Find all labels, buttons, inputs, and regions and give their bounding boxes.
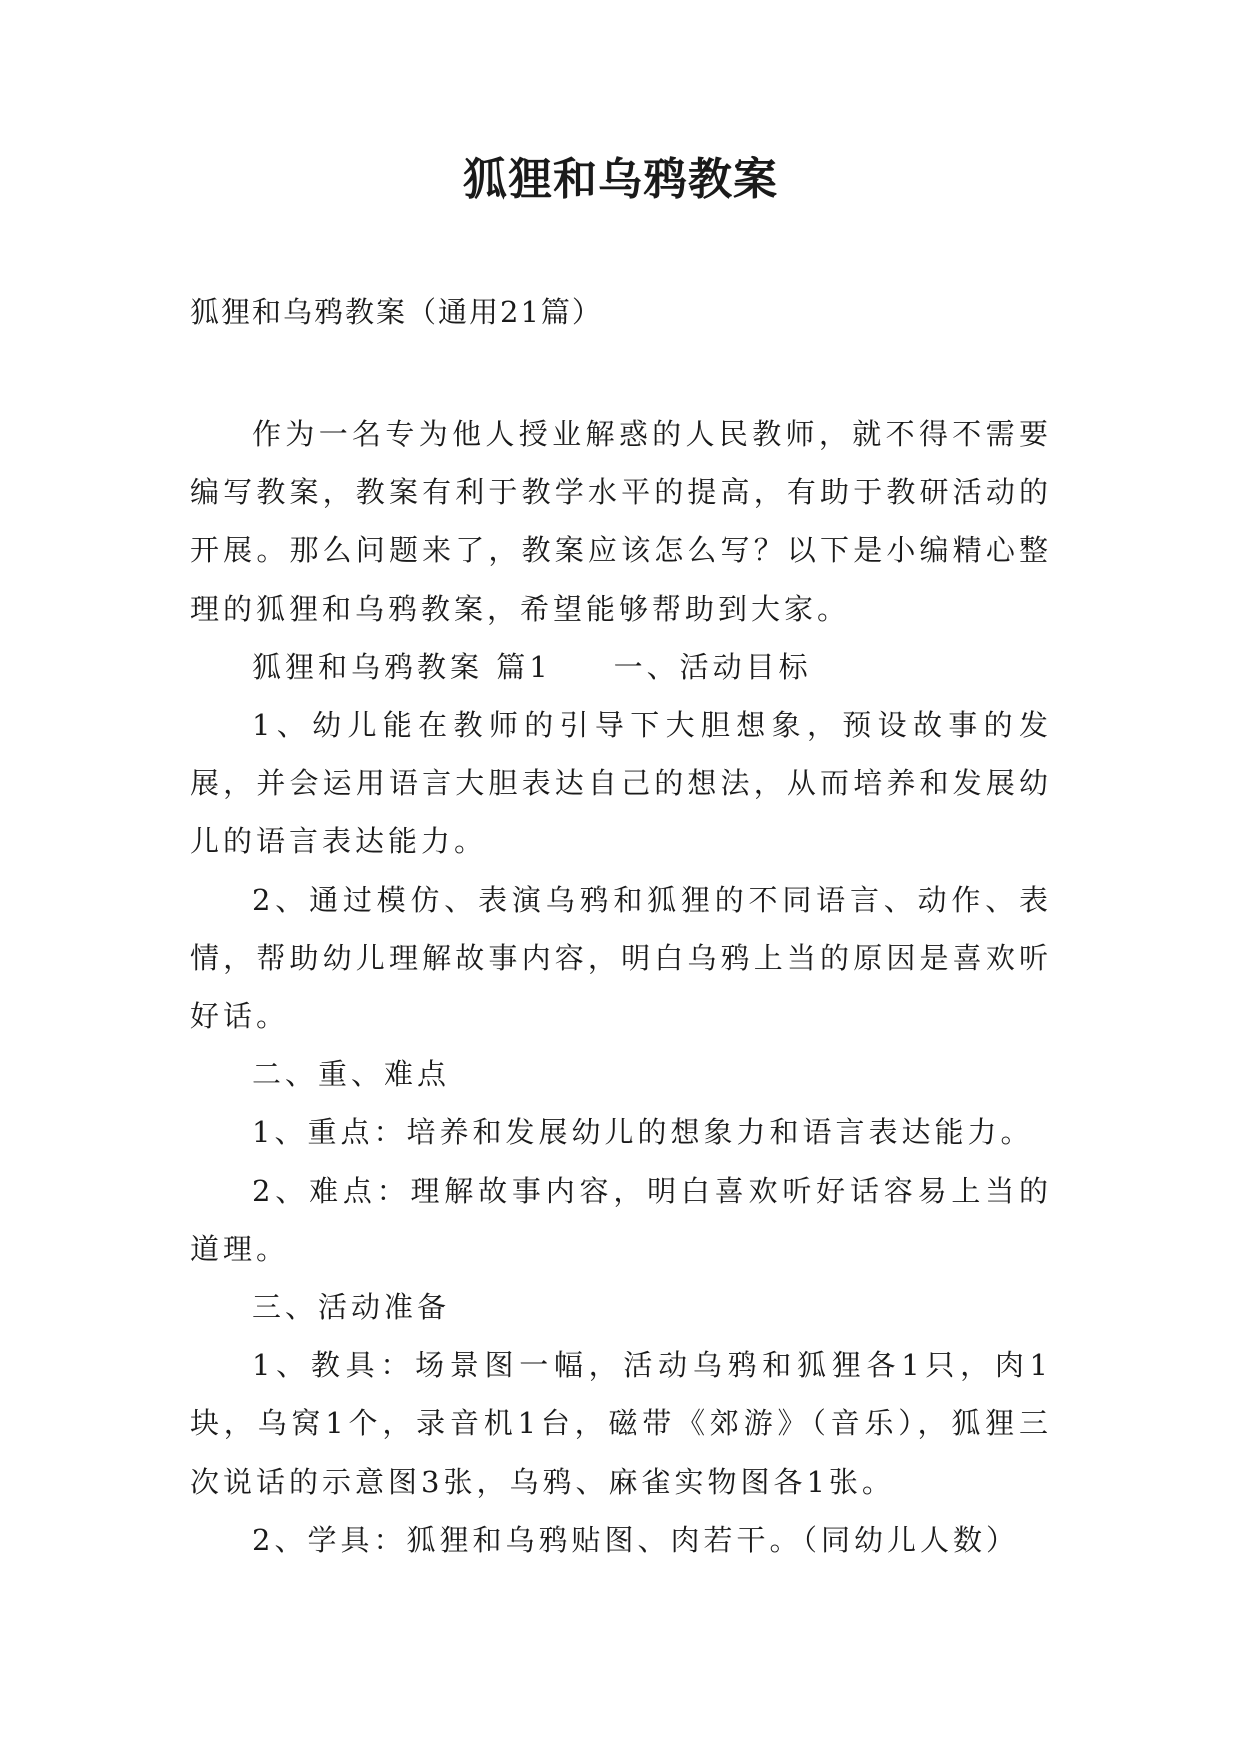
preparation-heading: 三、活动准备 [252, 1290, 451, 1325]
document-title: 狐狸和乌鸦教案 [463, 154, 778, 205]
document-body [190, 405, 1052, 1569]
goal-paragraph-2: 2、通过模仿、表演乌鸦和狐狸的不同语言、动作、表情，帮助幼儿理解故事内容，明白乌鸦上当的原因是喜欢听好话。 [190, 882, 1052, 1034]
preparation-paragraph-2: 2、学具：狐狸和乌鸦贴图、肉若干。（同幼儿人数） [252, 1522, 1019, 1557]
goal-heading: 一、活动目标 [613, 649, 812, 684]
preparation-paragraph-1: 1、教具：场景图一幅，活动乌鸦和狐狸各1只，肉1块，乌窝1个，录音机1台，磁带《郊游》（音乐），狐狸三次说话的示意图3张，乌鸦、麻雀实物图各1张。 [190, 1348, 1052, 1499]
section-heading: 狐狸和乌鸦教案 篇1 [252, 649, 552, 684]
document-subtitle: 狐狸和乌鸦教案（通用21篇） [190, 295, 603, 329]
section-heading-line [190, 638, 1052, 696]
key-points-heading: 二、重、难点 [252, 1057, 451, 1092]
goal-paragraph-1: 1、幼儿能在教师的引导下大胆想象，预设故事的发展，并会运用语言大胆表达自己的想法，从而培养和发展幼儿的语言表达能力。 [190, 708, 1052, 859]
key-point-paragraph-2: 2、难点：理解故事内容，明白喜欢听好话容易上当的道理。 [190, 1173, 1052, 1266]
intro-paragraph: 作为一名专为他人授业解惑的人民教师，就不得不需要编写教案，教案有利于教学水平的提高，有助于教研活动的开展。那么问题来了，教案应该怎么写？以下是小编精心整理的狐狸和乌鸦教案，希望能够帮助到大家。 [190, 417, 1052, 626]
key-point-paragraph-1: 1、重点：培养和发展幼儿的想象力和语言表达能力。 [252, 1115, 1034, 1150]
